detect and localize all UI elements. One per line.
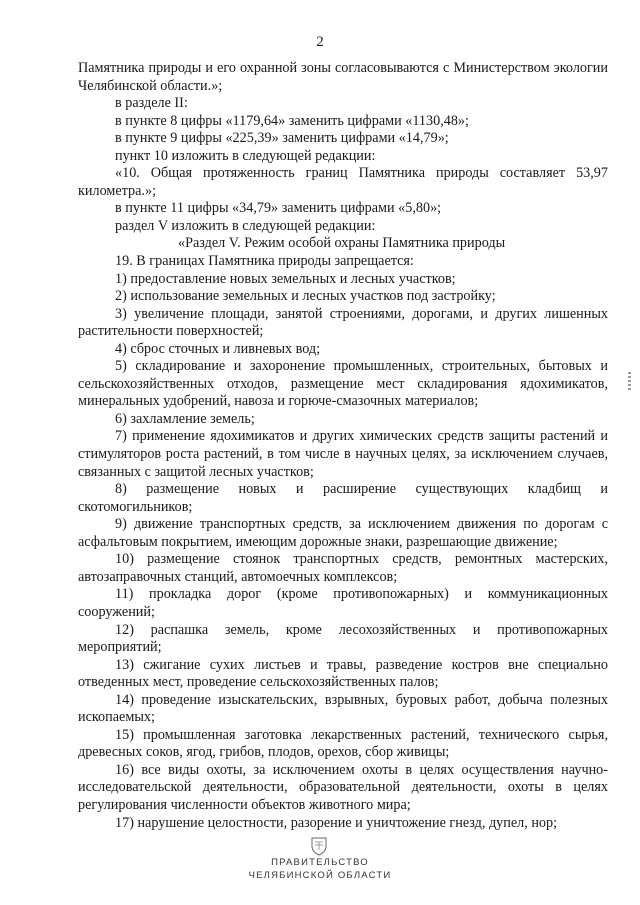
paragraph: 1) предоставление новых земельных и лесных участков;	[115, 270, 456, 287]
coat-of-arms-icon	[308, 836, 330, 856]
footer-watermark	[0, 856, 640, 882]
paragraph: «10. Общая протяженность границ Памятника природы составляет 53,97 километра.»;	[78, 165, 608, 199]
paragraph: 15) промышленная заготовка лекарственных растений, технического сырья, древесных соков, ягод, грибов, плодов, орехов, сбор живицы;	[78, 726, 608, 761]
paragraph: 14) проведение изыскательских, взрывных, буровых работ, добыча полезных ископаемых;	[78, 691, 608, 726]
scan-edge-mark	[628, 372, 631, 392]
paragraph: 4) сброс сточных и ливневых вод;	[115, 340, 321, 357]
paragraph: Памятника природы и его охранной зоны согласовываются с Министерством экологии Челябинской области.»;	[78, 60, 608, 94]
footer-line-1: ПРАВИТЕЛЬСТВО	[271, 857, 369, 868]
footer-line-2: ЧЕЛЯБИНСКОЙ ОБЛАСТИ	[248, 870, 392, 881]
paragraph: 6) захламление земель;	[115, 410, 255, 427]
paragraph: 5) складирование и захоронение промышленных, строительных, бытовых и сельскохозяйственных отходов, размещение мест складирования ядохимикатов, минеральных удобрений, навоза и горюче-смазочных материалов;	[78, 358, 608, 410]
paragraph: 3) увеличение площади, занятой строениями, дорогами, и других лишенных растительности поверхностей;	[78, 305, 608, 340]
paragraph: 8) размещение новых и расширение существующих кладбищ и скотомогильников;	[78, 481, 608, 515]
paragraph: в разделе II:	[115, 95, 188, 112]
paragraph: в пункте 8 цифры «1179,64» заменить цифрами «1130,48»;	[115, 112, 469, 129]
paragraph: «Раздел V. Режим особой охраны Памятника природы	[178, 235, 506, 252]
paragraph: в пункте 11 цифры «34,79» заменить цифрами «5,80»;	[115, 200, 442, 217]
paragraph: 12) распашка земель, кроме лесохозяйственных и противопожарных мероприятий;	[78, 621, 608, 656]
paragraph: раздел V изложить в следующей редакции:	[115, 217, 376, 234]
page-number: 2	[316, 34, 324, 50]
paragraph: 9) движение транспортных средств, за исключением движения по дорогам с асфальтовым покрытием, имеющим дорожные знаки, разрешающие движение;	[78, 516, 608, 550]
paragraph: 19. В границах Памятника природы запрещается:	[115, 253, 414, 270]
paragraph: в пункте 9 цифры «225,39» заменить цифрами «14,79»;	[115, 130, 449, 147]
paragraph: 11) прокладка дорог (кроме противопожарных) и коммуникационных сооружений;	[78, 586, 608, 620]
paragraph: 17) нарушение целостности, разорение и уничтожение гнезд, дупел, нор;	[115, 814, 558, 831]
paragraph: 7) применение ядохимикатов и других химических средств защиты растений и стимуляторов роста растений, в том числе в научных целях, за исключением случаев, связанных с защитой лесных участков;	[78, 428, 608, 480]
paragraph: 2) использование земельных и лесных участков под застройку;	[115, 288, 496, 305]
paragraph: 13) сжигание сухих листьев и травы, разведение костров вне специально отведенных мест, проведение сельскохозяйственных палов;	[78, 656, 608, 691]
document-body	[78, 60, 608, 832]
paragraph: 16) все виды охоты, за исключением охоты в целях осуществления научно-исследовательской деятельности, образовательной деятельности, охоты в целях регулирования численности объектов животного мира;	[78, 761, 608, 813]
paragraph: 10) размещение стоянок транспортных средств, ремонтных мастерских, автозаправочных станций, автомоечных комплексов;	[78, 551, 608, 585]
paragraph: пункт 10 изложить в следующей редакции:	[115, 147, 376, 164]
